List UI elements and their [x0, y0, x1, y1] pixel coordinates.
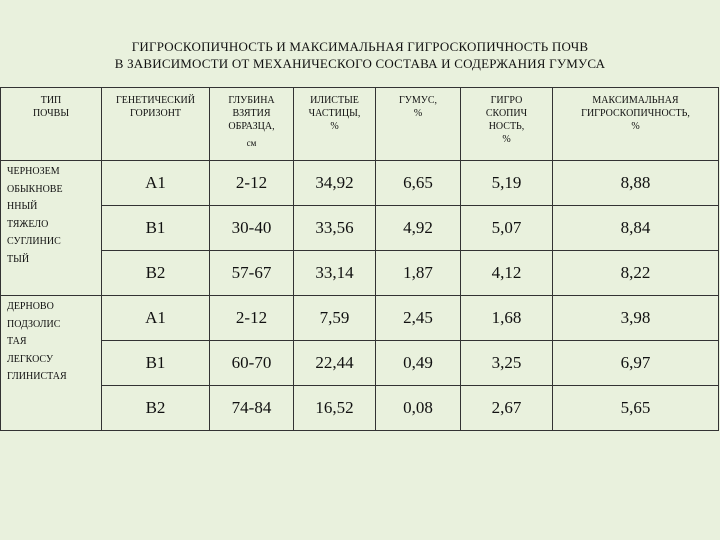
cell-humus: 4,92	[376, 206, 461, 251]
cell-horizon: В1	[102, 341, 210, 386]
cell-max-hygro: 8,84	[553, 206, 719, 251]
cell-silt: 34,92	[294, 161, 376, 206]
table-row	[1, 386, 719, 431]
soil-type-line: ГЛИНИСТАЯ	[7, 371, 67, 382]
header-row	[1, 88, 719, 161]
soil-type-line: ТЫЙ	[7, 253, 30, 265]
cell-hygro: 1,68	[461, 296, 553, 341]
cell-silt: 33,14	[294, 251, 376, 296]
cell-max-hygro: 8,88	[553, 161, 719, 206]
soil-type-line: ЛЕГКОСУ	[7, 353, 54, 365]
soil-type-line: ПОДЗОЛИС	[7, 318, 61, 330]
soil-type-cell	[1, 296, 102, 431]
data-table	[0, 87, 719, 431]
cell-humus: 0,49	[376, 341, 461, 386]
cell-max-hygro: 3,98	[553, 296, 719, 341]
soil-type-line: ОБЫКНОВЕ	[7, 183, 63, 195]
cell-silt: 22,44	[294, 341, 376, 386]
cell-depth: 57-67	[210, 251, 294, 296]
header-line: ИЛИСТЫЕ	[310, 95, 359, 106]
header-silt	[294, 88, 376, 161]
title-line-2: В ЗАВИСИМОСТИ ОТ МЕХАНИЧЕСКОГО СОСТАВА И СОДЕРЖАНИЯ ГУМУСА	[114, 56, 606, 71]
soil-type-cell	[1, 161, 102, 296]
header-line: ГИГРО	[490, 95, 523, 106]
cell-max-hygro: 6,97	[553, 341, 719, 386]
soil-type-line: ДЕРНОВО	[7, 301, 54, 312]
header-line: %	[502, 134, 511, 145]
cell-humus: 2,45	[376, 296, 461, 341]
cell-max-hygro: 5,65	[553, 386, 719, 431]
cell-hygro: 5,19	[461, 161, 553, 206]
header-hygro	[461, 88, 553, 161]
header-line: ГЛУБИНА	[228, 95, 275, 106]
cell-silt: 7,59	[294, 296, 376, 341]
cell-horizon: А1	[102, 161, 210, 206]
cell-hygro: 5,07	[461, 206, 553, 251]
soil-type-line: ЧЕРНОЗЕМ	[7, 166, 60, 177]
cell-max-hygro: 8,22	[553, 251, 719, 296]
cell-hygro: 2,67	[461, 386, 553, 431]
soil-type-line: ННЫЙ	[7, 201, 38, 212]
cell-horizon: А1	[102, 296, 210, 341]
header-line: ВЗЯТИЯ	[232, 108, 271, 119]
cell-depth: 60-70	[210, 341, 294, 386]
cell-hygro: 4,12	[461, 251, 553, 296]
soil-type-line: ТЯЖЕЛО	[7, 218, 49, 230]
header-line: ОБРАЗЦА,	[228, 121, 275, 132]
header-line: НОСТЬ,	[488, 121, 525, 132]
table-row	[1, 206, 719, 251]
header-line: ГИГРОСКОПИЧНОСТЬ,	[581, 108, 690, 119]
cell-depth: 2-12	[210, 296, 294, 341]
header-soil-type	[1, 88, 102, 161]
header-depth-unit: см	[246, 138, 257, 148]
header-line: ПОЧВЫ	[32, 108, 70, 119]
cell-humus: 6,65	[376, 161, 461, 206]
header-line: ЧАСТИЦЫ,	[308, 108, 361, 119]
cell-horizon: В2	[102, 386, 210, 431]
table-row	[1, 341, 719, 386]
table-row	[1, 296, 719, 341]
cell-depth: 74-84	[210, 386, 294, 431]
soil-type-line: ТАЯ	[7, 336, 27, 347]
header-line: %	[631, 121, 640, 132]
cell-silt: 33,56	[294, 206, 376, 251]
title-line-1: ГИГРОСКОПИЧНОСТЬ И МАКСИМАЛЬНАЯ ГИГРОСКОПИЧНОСТЬ ПОЧВ	[131, 39, 589, 54]
header-line: МАКСИМАЛЬНАЯ	[592, 95, 679, 106]
cell-humus: 1,87	[376, 251, 461, 296]
cell-humus: 0,08	[376, 386, 461, 431]
header-horizon	[102, 88, 210, 161]
soil-type-line: СУГЛИНИС	[7, 236, 61, 247]
page-title	[0, 38, 720, 72]
header-max-hygro	[553, 88, 719, 161]
header-humus	[376, 88, 461, 161]
cell-horizon: В1	[102, 206, 210, 251]
cell-hygro: 3,25	[461, 341, 553, 386]
header-depth	[210, 88, 294, 161]
cell-horizon: В2	[102, 251, 210, 296]
table-row	[1, 251, 719, 296]
header-line: ГУМУС,	[398, 95, 437, 106]
header-line: ТИП	[40, 95, 62, 106]
table-row	[1, 161, 719, 206]
header-line: СКОПИЧ	[485, 108, 528, 119]
header-line: %	[330, 121, 339, 132]
header-line: ГЕНЕТИЧЕСКИЙ	[116, 95, 195, 106]
cell-silt: 16,52	[294, 386, 376, 431]
header-line: %	[413, 108, 423, 119]
cell-depth: 30-40	[210, 206, 294, 251]
header-line: ГОРИЗОНТ	[129, 108, 182, 119]
cell-depth: 2-12	[210, 161, 294, 206]
